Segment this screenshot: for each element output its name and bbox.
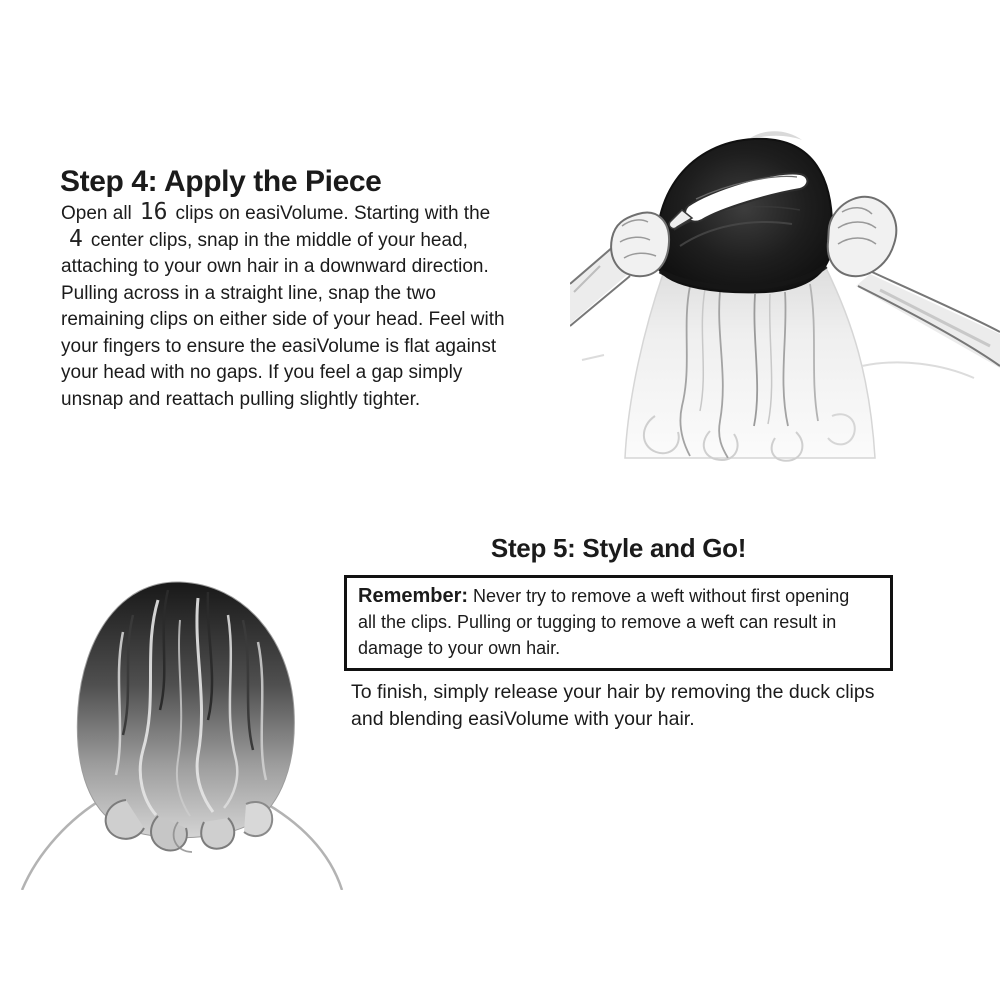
hair-back-view bbox=[77, 582, 294, 852]
styled-hair-illustration bbox=[8, 560, 353, 890]
step4-body: Open all 16 clips on easiVolume. Starting with the 4 center clips, snap in the middle of your head, attaching to your own hair in a downward direction. Pulling across in a straight line, snap the two remaining clips on either side of your head. Feel with your fingers to ensure the easiVolume is flat against your head with no gaps. If you feel a gap simply unsnap and reattach pulling slightly tighter. bbox=[61, 199, 505, 410]
hair-weft bbox=[625, 268, 875, 461]
remember-text: Remember: Never try to remove a weft without first opening all the clips. Pulling or tugging to remove a weft can result in damage to your own hair. bbox=[358, 585, 850, 658]
step4-title: Step 4: Apply the Piece bbox=[60, 165, 382, 198]
apply-piece-illustration bbox=[570, 126, 1000, 471]
finish-paragraph: To finish, simply release your hair by removing the duck clips and blending easiVolume with your hair. bbox=[351, 681, 875, 730]
remember-box bbox=[344, 575, 893, 671]
step5-title: Step 5: Style and Go! bbox=[490, 533, 747, 563]
